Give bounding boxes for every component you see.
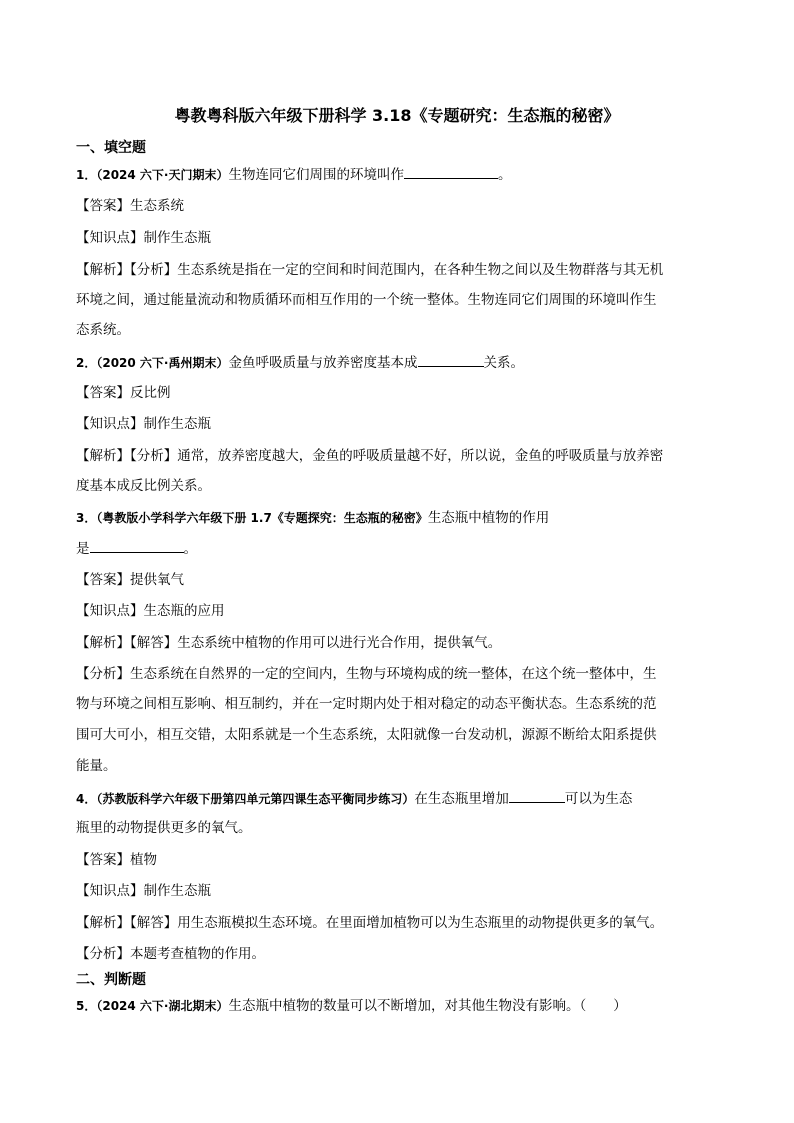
jieda-label: 【解答】	[130, 915, 178, 931]
question-3-source: （粤教版小学科学六年级下册 1.7《专题探究：生态瓶的秘密》	[96, 511, 428, 525]
question-4-answer	[76, 850, 157, 870]
question-1-answer	[76, 196, 184, 216]
question-2-analysis	[76, 446, 663, 466]
question-1-text: 生物连同它们周围的环境叫作	[228, 167, 404, 183]
analysis-text: 生态系统是指在一定的空间和时间范围内，在各种生物之间以及生物群落与其无机	[177, 262, 664, 278]
question-4-source: （苏教版科学六年级下册第四单元第四课生态平衡同步练习）	[96, 792, 415, 806]
answer-label: 【答案】	[76, 385, 130, 401]
section-heading-fill-blank: 一、填空题	[76, 140, 146, 156]
answer-label: 【答案】	[76, 572, 130, 588]
jiexi-label: 【解析】	[76, 448, 130, 464]
analysis-text: 物与环境之间相互影响、相互制约，并在一定时期内处于相对稳定的动态平衡状态。生态系统的范	[76, 696, 657, 712]
question-3-answer	[76, 570, 184, 590]
question-2-source: （2020 六下·禹州期末）	[96, 356, 229, 370]
analysis-text: 态系统。	[76, 322, 130, 338]
question-3-stem	[76, 508, 549, 528]
section-heading-true-false: 二、判断题	[76, 972, 146, 988]
knowledge-value: 制作生态瓶	[143, 416, 211, 432]
answer-blank	[404, 164, 498, 179]
question-1-source: （2024 六下·天门期末）	[96, 168, 229, 182]
question-3-text: 生态瓶中植物的作用	[427, 510, 550, 526]
question-2-stem: 2．（2020 六下·禹州期末）金鱼呼吸质量与放养密度基本成 关系。	[76, 352, 524, 373]
fenxi-label: 【分析】	[130, 448, 178, 464]
solution-text: 用生态瓶模拟生态环境。在里面增加植物可以为生态瓶里的动物提供更多的氧气。	[177, 915, 664, 931]
question-5-number: 5．	[76, 999, 97, 1013]
analysis-text: 围可大可小，相互交错，太阳系就是一个生态系统，太阳就像一台发动机，源源不断给太阳系提供	[76, 727, 657, 743]
fenxi-label: 【分析】	[76, 666, 130, 682]
question-4-solution	[76, 913, 663, 933]
jiexi-label: 【解析】	[76, 635, 130, 651]
fenxi-label: 【分析】	[130, 262, 178, 278]
question-1-knowledge	[76, 228, 211, 248]
question-2-answer	[76, 383, 171, 403]
jiexi-label: 【解析】	[76, 262, 130, 278]
knowledge-label: 【知识点】	[76, 883, 144, 899]
question-5-text: 生态瓶中植物的数量可以不断增加，对其他生物没有影响。（ ）	[228, 998, 627, 1014]
knowledge-value: 生态瓶的应用	[143, 603, 225, 619]
question-5-stem	[76, 996, 627, 1016]
question-4-analysis	[76, 944, 265, 964]
question-1-stem: 1．（2024 六下·天门期末）生物连同它们周围的环境叫作 。	[76, 164, 512, 185]
analysis-text: 本题考查植物的作用。	[130, 946, 265, 962]
question-1-analysis	[76, 260, 663, 280]
analysis-text: 生态系统在自然界的一定的空间内，生物与环境构成的统一整体，在这个统一整体中，生	[130, 666, 657, 682]
knowledge-value: 制作生态瓶	[143, 230, 211, 246]
fenxi-label: 【分析】	[76, 946, 130, 962]
question-3-analysis	[76, 664, 657, 684]
analysis-text: 能量。	[76, 758, 117, 774]
answer-label: 【答案】	[76, 852, 130, 868]
question-2-knowledge	[76, 414, 211, 434]
question-1-number: 1．	[76, 168, 97, 182]
answer-value: 生态系统	[130, 198, 184, 214]
analysis-text: 通常，放养密度越大，金鱼的呼吸质量越不好，所以说，金鱼的呼吸质量与放养密	[177, 448, 664, 464]
question-5-source: （2024 六下·湖北期末）	[96, 999, 229, 1013]
question-2-text: 金鱼呼吸质量与放养密度基本成	[228, 355, 418, 371]
answer-value: 反比例	[130, 385, 171, 401]
question-4-stem-line2: 瓶里的动物提供更多的氧气。	[76, 820, 252, 836]
question-4-knowledge	[76, 881, 211, 901]
knowledge-label: 【知识点】	[76, 416, 144, 432]
question-3-number: 3．	[76, 511, 97, 525]
answer-blank	[418, 352, 484, 367]
analysis-text: 环境之间，通过能量流动和物质循环而相互作用的一个统一整体。生物连同它们周围的环境叫作生	[76, 292, 657, 308]
question-4-stem: 4．（苏教版科学六年级下册第四单元第四课生态平衡同步练习）在生态瓶里增加 可以为生态	[76, 788, 632, 809]
answer-blank	[90, 538, 184, 553]
knowledge-value: 制作生态瓶	[143, 883, 211, 899]
question-4-number: 4．	[76, 792, 97, 806]
knowledge-label: 【知识点】	[76, 230, 144, 246]
analysis-text: 度基本成反比例关系。	[76, 478, 211, 494]
question-3-knowledge	[76, 601, 225, 621]
question-4-text: 在生态瓶里增加	[414, 791, 509, 807]
answer-label: 【答案】	[76, 198, 130, 214]
answer-blank	[509, 788, 565, 803]
solution-text: 生态系统中植物的作用可以进行光合作用，提供氧气。	[177, 635, 502, 651]
document-title: 粤教粤科版六年级下册科学 3.18《专题研究：生态瓶的秘密》	[174, 106, 620, 125]
question-3-stem-line2: 是 。	[76, 538, 197, 559]
jieda-label: 【解答】	[130, 635, 178, 651]
jiexi-label: 【解析】	[76, 915, 130, 931]
question-3-solution	[76, 633, 501, 653]
question-2-number: 2．	[76, 356, 97, 370]
knowledge-label: 【知识点】	[76, 603, 144, 619]
answer-value: 提供氧气	[130, 572, 184, 588]
answer-value: 植物	[130, 852, 157, 868]
